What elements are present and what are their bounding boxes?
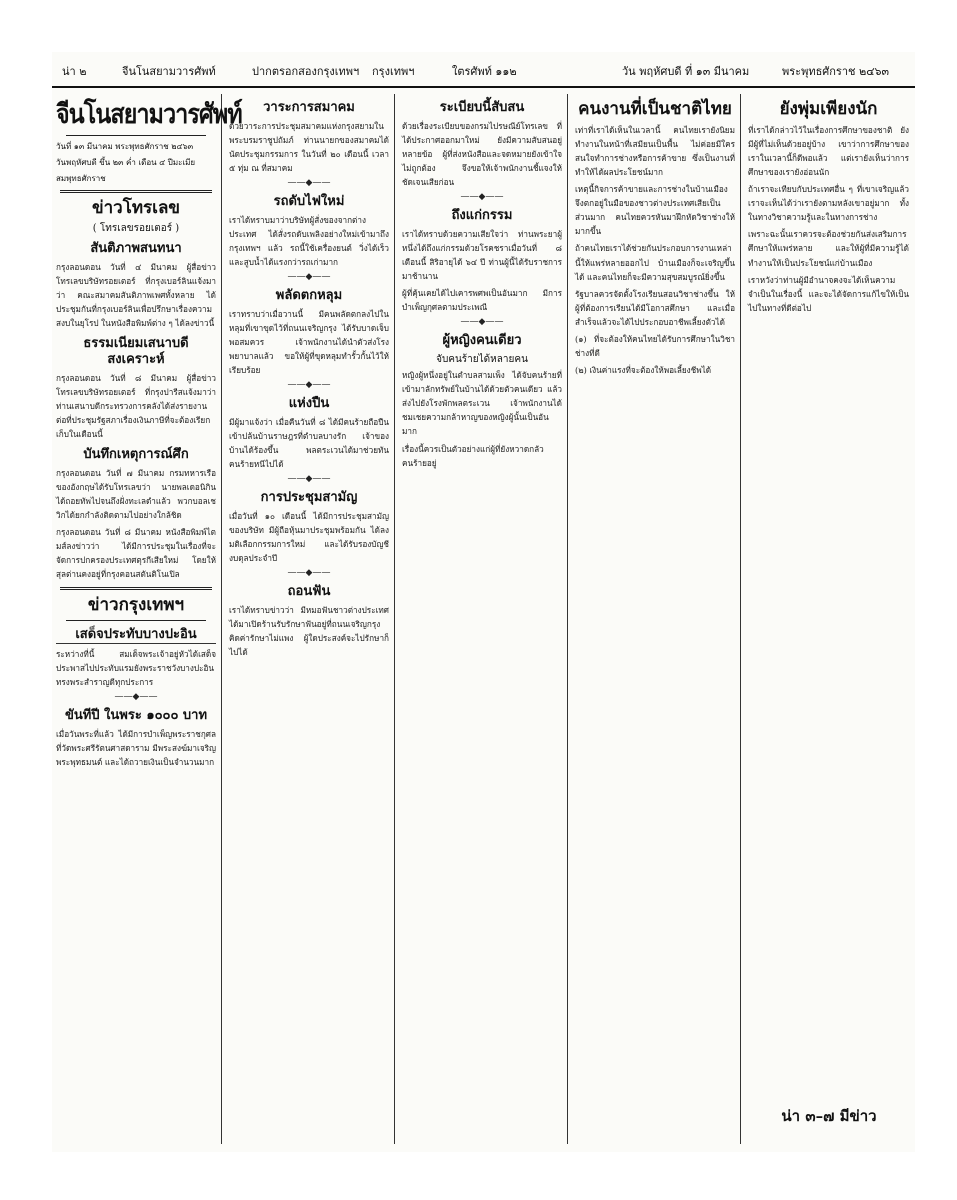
ornament-divider: ——◆—— [287, 474, 331, 485]
article-body: ที่เราได้กล่าวไว้ในเรื่องการศึกษาของชาติ ยังมีผู้ที่ไม่เห็นด้วยอยู่บ้าง เขาว่าการศึกษาของเราในเวลานี้ก็ดีพอแล้ว แต่เรายังเห็นว่าการศึกษาของเรายังอ่อนนัก [748, 124, 909, 177]
article-body: รัฐบาลควรจัดตั้งโรงเรียนสอนวิชาช่างขึ้น ให้ผู้ที่ต้องการเรียนได้มีโอกาสศึกษา และเมื่อสำเร็จแล้วจะได้ไปประกอบอาชีพเลี้ยงตัวได้ [575, 288, 735, 327]
article-body: ถ้าคนไทยเราได้ช่วยกันประกอบการงานเหล่านี้ให้แพร่หลายออกไป บ้านเมืองก็จะเจริญขึ้นได้ และคนไทยก็จะมีความสุขสมบูรณ์ยิ่งขึ้น [575, 243, 735, 282]
ornament-divider: ——◆—— [287, 272, 331, 283]
divider [66, 135, 206, 136]
section-subheading: ( โทรเลขรอยเตอร์ ) [92, 223, 180, 235]
article-body: กรุงลอนดอน วันที่ ๘ มีนาคม ผู้สื่อข่าวโทรเลขบริษัทรอยเตอร์ ที่กรุงปารีสแจ้งมาว่า ท่านเสนาบดีกระทรวงการคลังได้ส่งรายงานต่อที่ประชุมรัฐสภาเรื่องเงินภาษีที่จะต้องเรียกเก็บในเดือนนี้ [56, 372, 216, 439]
page-label: น่า ๒ [62, 65, 87, 78]
article-body: เรื่องนี้ควรเป็นตัวอย่างแก่ผู้ที่ยังหวาดกลัวคนร้ายอยู่ [402, 443, 544, 468]
article-body: หญิงผู้หนึ่งอยู่ในตำบลสามเพ็ง ได้จับคนร้ายที่เข้ามาลักทรัพย์ในบ้านได้ด้วยตัวคนเดียว แล้วส่งไปยังโรงพักพลตระเวน เจ้าพนักงานได้ชมเชยความกล้าหาญของหญิงผู้นั้นเป็นอันมาก [402, 369, 562, 437]
article-heading: ขันทีปี ในพระ ๑๐๐๐ บาท [64, 708, 208, 724]
article-heading: แห่งปืน [288, 396, 330, 412]
article-body: เราหวังว่าท่านผู้มีอำนาจคงจะได้เห็นความจำเป็นในเรื่องนี้ และจะได้จัดการแก้ไขให้เป็นไปในทางที่ดีต่อไป [748, 274, 909, 313]
article-body: เราได้ทราบมาว่าบริษัทผู้สั่งของจากต่างประเทศ ได้สั่งรถดับเพลิงอย่างใหม่เข้ามาถึงกรุงเทพฯ แล้ว รถนี้ใช้เครื่องยนต์ วิ่งได้เร็วและสูบน้ำได้แรงกว่ารถเก่ามาก [229, 214, 389, 267]
column-2 [225, 94, 395, 1144]
newspaper-page [52, 52, 915, 1152]
article-heading: ถึงแก่กรรม [451, 208, 513, 224]
article-heading: ยังพุ่มเพียงนัก [779, 99, 878, 119]
article-body: เราได้ทราบด้วยความเสียใจว่า ท่านพระยาผู้หนึ่งได้ถึงแก่กรรมด้วยโรคชราเมื่อวันที่ ๘ เดือนนี้ สิริอายุได้ ๖๔ ปี ท่านผู้นี้ได้รับราชการมาช้านาน [402, 228, 562, 282]
issue-number: ใตรศัพท์ ๑๑๒ [452, 65, 517, 78]
header-rule [52, 86, 915, 88]
article-heading: สันติภาพสนทนา [90, 241, 182, 257]
divider [60, 587, 212, 590]
article-heading: เสด็จประทับบางปะอิน [56, 627, 216, 644]
column-1 [52, 94, 242, 1144]
ornament-divider: ——◆—— [287, 380, 331, 391]
article-body: กรุงลอนดอน วันที่ ๗ มีนาคม กรมทหารเรือของอังกฤษได้รับโทรเลขว่า นายพลเดอนิกินได้ถอยทัพไปจนถึงฝั่งทะเลดำแล้ว พวกบอลเชวิกได้ยกกำลังติดตามไปอย่างใกล้ชิด [56, 467, 216, 521]
article-heading: ถอนฟัน [287, 584, 331, 600]
article-body: เมื่อวันที่ ๑๐ เดือนนี้ ได้มีการประชุมสามัญของบริษัท มีผู้ถือหุ้นมาประชุมพร้อมกัน ได้ลงมติเลือกกรรมการใหม่ และได้รับรองบัญชีงบดุลประจำปี [229, 510, 389, 564]
masthead: จีนโนสยามวารศัพท์ [56, 99, 242, 130]
article-heading: พลัดตกหลุม [275, 288, 343, 304]
ornament-divider: ——◆—— [114, 692, 158, 703]
article-body: เท่าที่เราได้เห็นในเวลานี้ คนไทยเรายังนิยมทำงานในหน้าที่เสมียนเป็นพื้น ไม่ค่อยมีใครสนใจทำการช่างหรือการค้าขาย ซึ่งเป็นงานที่ทำให้ได้ผลประโยชน์มาก [575, 124, 735, 177]
office-address: ปากตรอกสองกรุงเทพฯ [252, 65, 360, 78]
column-3 [398, 94, 568, 1144]
article-heading: วาระการสมาคม [263, 100, 355, 115]
article-heading: การประชุมสามัญ [260, 490, 358, 506]
article-subheading: จับคนร้ายได้หลายคน [436, 353, 528, 365]
article-heading: ผู้หญิงคนเดียว [442, 333, 522, 349]
article-heading: ระเบียบนี้สับสน [439, 100, 525, 115]
issue-year: พระพุทธศักราช ๒๔๖๓ [782, 65, 890, 78]
ornament-divider: ——◆—— [460, 317, 504, 328]
article-body: เหตุนี้กิจการค้าขายและการช่างในบ้านเมืองจึงตกอยู่ในมือของชาวต่างประเทศเสียเป็นส่วนมาก คนไทยควรหันมาฝึกหัดวิชาช่างให้มากขึ้น [575, 183, 735, 237]
article-heading: คนงานที่เป็นชาติไทย [578, 99, 732, 119]
list-item: (๒) เงินค่าแรงที่จะต้องให้พอเลี้ยงชีพได้ [575, 365, 712, 376]
masthead-lunar-date: วันพฤหัศบดี ขึ้น ๒๓ ค่ำ เดือน ๔ ปีมะเมีย [56, 157, 196, 167]
masthead-era: สมพุทธศักราช [56, 173, 106, 183]
article-body: ถ้าเราจะเทียบกับประเทศอื่น ๆ ที่เขาเจริญแล้ว เราจะเห็นได้ว่าเรายังตามหลังเขาอยู่มาก ทั้งในทางวิชาความรู้และในทางการช่าง [748, 183, 909, 223]
city-name: กรุงเทพฯ [372, 65, 415, 78]
article-body: ด้วยวาระการประชุมสมาคมแห่งกรุงสยามในพระบรมราชูปถัมภ์ ท่านนายกของสมาคมได้นัดประชุมกรรมการ ในวันที่ ๒๐ เดือนนี้ เวลา ๕ ทุ่ม ณ ที่สมาคม [229, 120, 389, 173]
list-item: (๑) ที่จะต้องให้คนไทยได้รับการศึกษาในวิชาช่างที่ดี [575, 334, 735, 359]
column-4 [571, 94, 741, 1144]
article-body: เราได้ทราบข่าวว่า มีหมอฟันชาวต่างประเทศ ได้มาเปิดร้านรับรักษาฟันอยู่ที่ถนนเจริญกรุง คิดค่ารักษาไม่แพง ผู้ใดประสงค์จะไปรักษาก็ไปได้ [229, 604, 389, 658]
column-5 [744, 94, 914, 1144]
columns [52, 94, 915, 1144]
article-body: เพราะฉะนั้นเราควรจะต้องช่วยกันส่งเสริมการศึกษาให้แพร่หลาย และให้ผู้ที่มีความรู้ได้ทำงานให้เป็นประโยชน์แก่บ้านเมือง [748, 229, 909, 268]
article-body: เมื่อวันพระที่แล้ว ได้มีการบำเพ็ญพระราชกุศลที่วัดพระศรีรัตนศาสดาราม มีพระสงฆ์มาเจริญพระพุทธมนต์ และได้ถวายเงินเป็นจำนวนมาก [56, 728, 216, 767]
article-body: ด้วยเรื่องระเบียบของกรมไปรษณีย์โทรเลข ที่ได้ประกาศออกมาใหม่ ยังมีความสับสนอยู่หลายข้อ ผู้ที่ส่งหนังสือและจดหมายยังเข้าใจไม่ถูกต้อง จึงขอให้เจ้าพนักงานชี้แจงให้ชัดเจนเสียก่อน [402, 120, 562, 188]
article-body: เราทราบว่าเมื่อวานนี้ มีคนพลัดตกลงไปในหลุมที่เขาขุดไว้ที่ถนนเจริญกรุง ได้รับบาดเจ็บพอสมควร เจ้าพนักงานได้นำตัวส่งโรงพยาบาลแล้ว ขอให้ผู้ที่ขุดหลุมทำรั้วกั้นไว้ให้เรียบร้อย [229, 308, 389, 376]
ornament-divider: ——◆—— [460, 192, 504, 203]
ornament-divider: ——◆—— [287, 178, 331, 189]
article-body: มีผู้มาแจ้งว่า เมื่อคืนวันที่ ๘ ได้มีคนร้ายถือปืนเข้าปล้นบ้านราษฎรที่ตำบลบางรัก เจ้าของบ้านได้ร้องขึ้น พลตระเวนได้มาช่วยทัน คนร้ายหนีไปได้ [229, 416, 389, 470]
article-body: กรุงลอนดอน วันที่ ๔ มีนาคม ผู้สื่อข่าวโทรเลขบริษัทรอยเตอร์ ที่กรุงเบอร์ลินแจ้งมาว่า คณะสมาคมสันติภาพเพศทั้งหลาย ได้ประชุมกันที่กรุงเบอร์ลินเพื่อปรึกษาเรื่องความสงบในยุโรป ในหนังสือพิมพ์ต่าง ๆ ได้ลงข่าวนี้ [56, 261, 216, 329]
article-body: ระหว่างที่นี้ สมเด็จพระเจ้าอยู่หัวได้เสด็จประพาสไปประทับแรมยังพระราชวังบางปะอิน ทรงพระสำราญดีทุกประการ [56, 648, 216, 687]
paper-name: จีนโนสยามวารศัพท์ [122, 65, 216, 78]
divider [60, 190, 212, 193]
issue-date: วัน พฤหัศบดี ที่ ๑๓ มีนาคม [622, 65, 750, 78]
article-body: กรุงลอนดอน วันที่ ๘ มีนาคม หนังสือพิมพ์ไตมส์ลงข่าวว่า ได้มีการประชุมในเรื่องที่จะจัดการปกครองประเทศตุรกีเสียใหม่ โดยให้สุลต่านคงอยู่ที่กรุงคอนสตันติโนเปิล [56, 527, 216, 580]
running-head [52, 62, 915, 84]
article-heading: รถดับไฟใหม่ [273, 194, 345, 210]
divider [66, 620, 206, 621]
section-heading: ข่าวโทรเลข [91, 197, 181, 218]
masthead-date: วันที่ ๑๓ มีนาคม พระพุทธศักราช ๒๔๖๓ [56, 141, 194, 151]
section-heading: ข่าวกรุงเทพฯ [87, 594, 185, 615]
article-body: ผู้ที่คุ้นเคยได้ไปเคารพศพเป็นอันมาก มีการบำเพ็ญกุศลตามประเพณี [402, 288, 562, 313]
article-heading: บันทึกเหตุการณ์ศึก [83, 447, 189, 463]
ornament-divider: ——◆—— [287, 568, 331, 579]
continued-note: น่า ๓–๗ มีข่าว [781, 1107, 877, 1125]
article-heading: ธรรมเนียมเสนาบดีสงเคราะห์ [83, 336, 189, 367]
